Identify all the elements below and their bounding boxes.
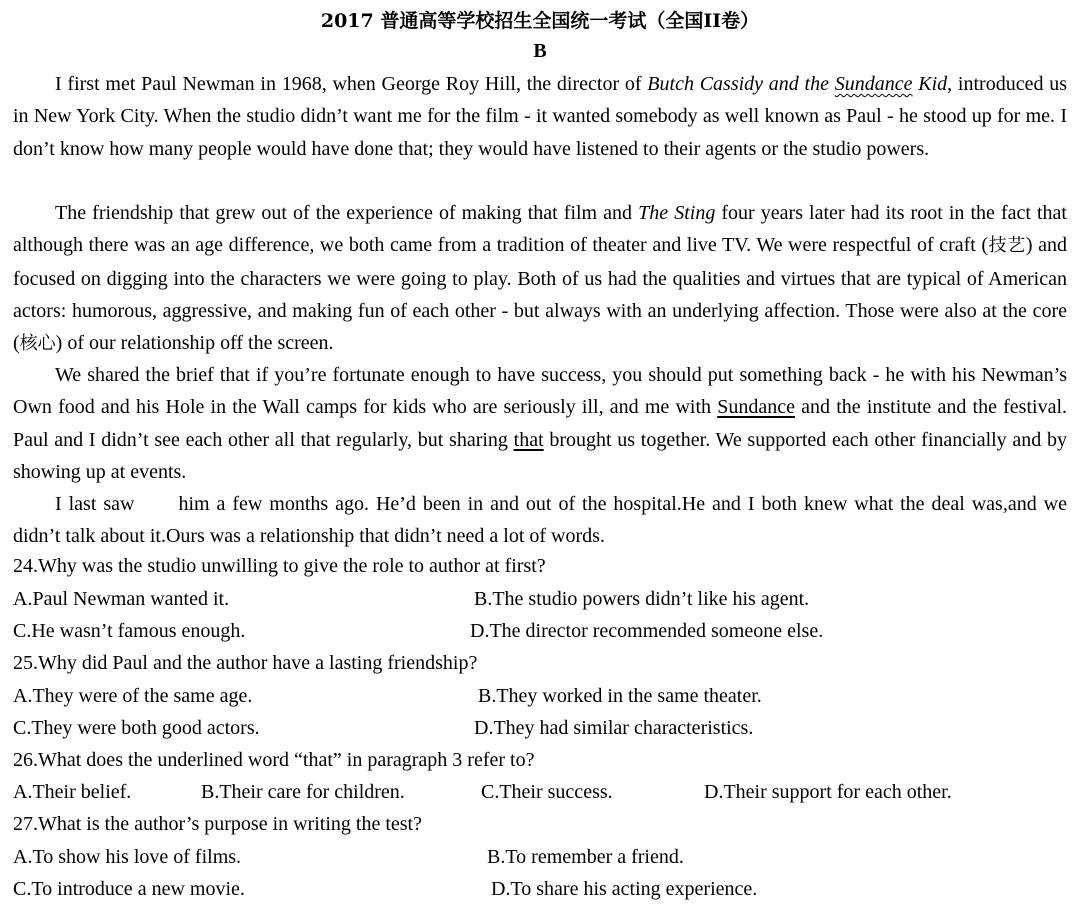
p3-text-a: We shared the brief that if you’re fortunate enough to have success, you should put something back - he with his Newman’s Own food and his Hole in the Wall camps for kids who are seriously ill, and me with [13,364,1067,419]
q25-option-c: C.They were both good actors. [13,717,260,739]
q25-option-d: D.They had similar characteristics. [474,717,754,739]
q26-option-b: B.Their care for children. [201,781,405,803]
q24-option-d: D.The director recommended someone else. [470,620,824,642]
film-title-the-sting: The Sting [638,202,716,224]
underlined-that: that [513,428,544,451]
p2-text-c: ) and focused on digging into the characters we were going to play. Both of us had the qualities and virtues that are typical of American actors: humorous, aggressive, and making fun of each other - but always with an underlying affection. Those were also at the core ( [13,234,1068,355]
passage-paragraph-3 [13,359,1067,488]
q27-option-c: C.To introduce a new movie. [13,878,245,900]
question-26-stem: 26.What does the underlined word “that” in paragraph 3 refer to? [13,749,535,771]
p1-text-b: , introduced us in New York City. When the studio didn’t want me for the film - it wanted somebody as well known as Paul - he stood up for me. I don’t know how many people would have done that; they would have listened to their agents or the studio powers. [13,73,1067,160]
passage-paragraph-1 [13,68,1067,165]
q26-option-d: D.Their support for each other. [704,781,952,803]
q26-option-c: C.Their success. [481,781,613,803]
gloss-core: 核心 [19,333,56,355]
p1-text-a: I first met Paul Newman in 1968, when George Roy Hill, the director of [55,73,648,95]
passage-paragraph-4 [13,488,1067,553]
section-label: B [533,40,547,62]
passage-paragraph-2 [13,197,1067,360]
underlined-sundance: Sundance [717,396,795,419]
gloss-craft: 技艺 [988,235,1026,257]
question-24-stem: 24.Why was the studio unwilling to give the role to author at first? [13,555,546,577]
p3-text-b: and the institute and the festival. Paul and I didn’t see each other all that regularly, but sharing [13,396,1067,451]
exam-title: 2017 普通高等学校招生全国统一考试（全国II卷） [320,10,760,32]
q24-option-c: C.He wasn’t famous enough. [13,620,246,642]
p3-text-c: brought us together. We supported each other financially and by showing up at events. [13,428,1067,483]
question-25-stem: 25.Why did Paul and the author have a lasting friendship? [13,652,478,674]
q27-option-d: D.To share his acting experience. [491,878,758,900]
p4-text-b: him a few months ago. He’d been in and out of the hospital.He and I both knew what the deal was,and we didn’t talk about it.Ours was a relationship that didn’t need a lot of words. [13,493,1067,548]
p2-text-a: The friendship that grew out of the experience of making that film and [55,202,639,224]
q24-option-b: B.The studio powers didn’t like his agent. [474,588,810,610]
q24-option-a: A.Paul Newman wanted it. [13,588,230,610]
film-title-butch-cassidy: Butch Cassidy and the Sundance Kid [647,73,948,95]
p2-text-b: four years later had its root in the fact that although there was an age difference, we both came from a tradition of theater and live TV. We were respectful of craft ( [13,202,1067,257]
q25-option-b: B.They worked in the same theater. [478,685,762,707]
q26-option-a: A.Their belief. [13,781,132,803]
q27-option-b: B.To remember a friend. [487,846,684,868]
q25-option-a: A.They were of the same age. [13,685,253,707]
p2-text-d: ) of our relationship off the screen. [55,332,334,355]
p4-text-a: I last saw [55,493,135,515]
question-27-stem: 27.What is the author’s purpose in writing the test? [13,813,422,835]
wavy-underlined-sundance: Sundance [834,73,913,95]
q27-option-a: A.To show his love of films. [13,846,242,868]
